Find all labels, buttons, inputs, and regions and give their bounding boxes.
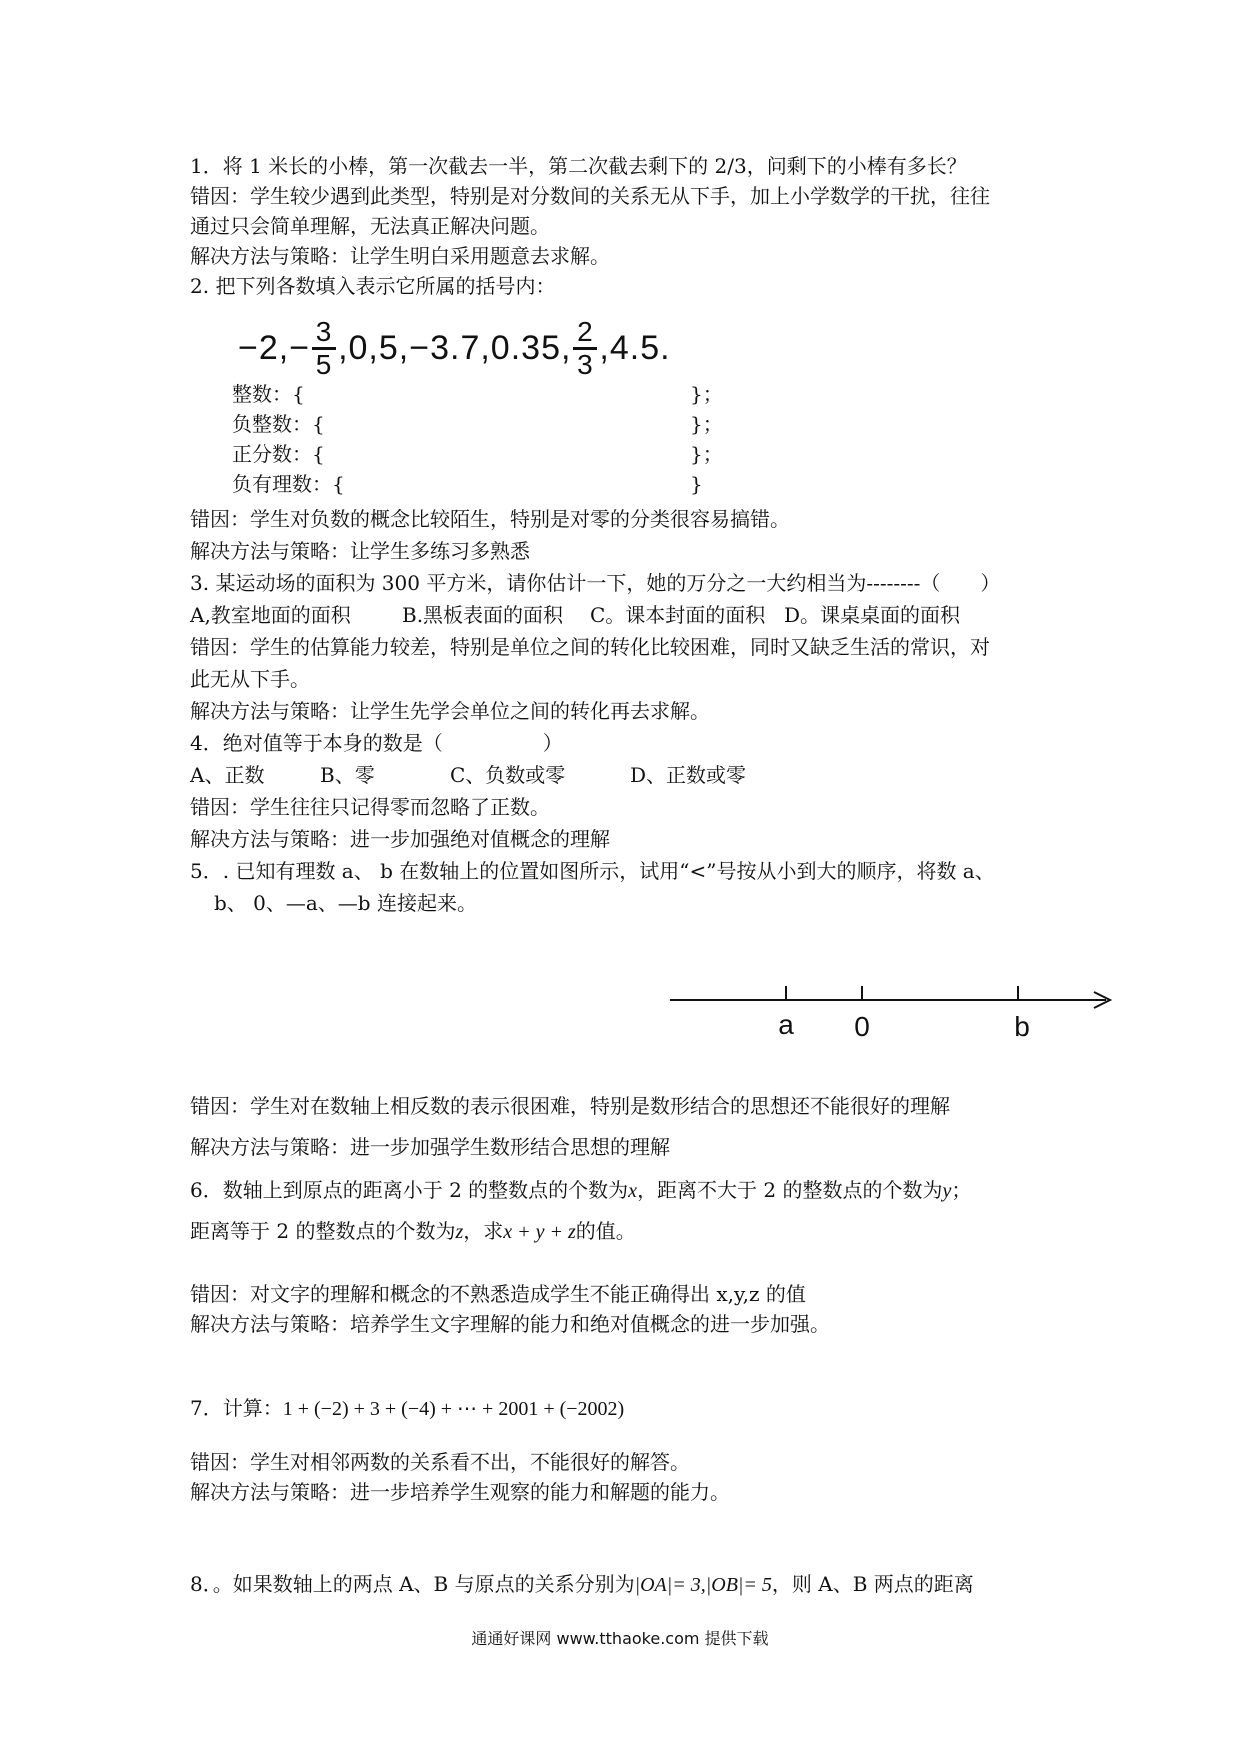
q5-strategy: 解决方法与策略：进一步加强学生数形结合思想的理解 — [190, 1135, 670, 1159]
q8-line — [190, 1570, 1070, 1599]
q3-strategy: 解决方法与策略：让学生先学会单位之间的转化再去求解。 — [190, 699, 710, 723]
q4-option-b: B、零 — [320, 763, 375, 787]
q2-number-part1: −2, — [238, 328, 290, 367]
q1-reason-line1: 错因：学生较少遇到此类型，特别是对分数间的关系无从下手，加上小学数学的干扰，往往 — [190, 184, 990, 208]
q6-text: ； — [951, 1178, 972, 1202]
q2-minus-sign: − — [289, 328, 311, 367]
fraction-denominator: 3 — [577, 348, 594, 380]
q7-label: 7．计算： — [190, 1396, 283, 1420]
var-z: z — [455, 1221, 464, 1243]
q8-text: 8．。如果数轴上的两点 A、B 与原点的关系分别为 — [190, 1572, 635, 1596]
q3-question: 3. 某运动场的面积为 300 平方米，请你估计一下，她的万分之一大约相当为--------（ ） — [190, 571, 1001, 595]
label-zero: 0 — [854, 1011, 870, 1042]
q1-reason-line2: 通过只会简单理解，无法真正解决问题。 — [190, 214, 550, 238]
q6-text: 的值。 — [575, 1219, 636, 1243]
label-b: b — [1014, 1011, 1030, 1042]
q2-reason: 错因：学生对负数的概念比较陌生，特别是对零的分类很容易搞错。 — [190, 507, 790, 531]
q6-reason: 错因：对文字的理解和概念的不熟悉造成学生不能正确得出 x,y,z 的值 — [190, 1282, 806, 1306]
q3-option-a: A,教室地面的面积 — [190, 603, 351, 627]
q6-line2 — [190, 1217, 1070, 1246]
q4-option-a: A、正数 — [190, 763, 265, 787]
set-negative-rationals-close: } — [690, 472, 703, 496]
page-footer: 通通好课网 www.tthaoke.com 提供下载 — [471, 1629, 769, 1648]
q6-text: 6．数轴上到原点的距离小于 2 的整数点的个数为 — [190, 1178, 629, 1202]
q6-text: 距离等于 2 的整数点的个数为 — [190, 1219, 456, 1243]
q7-reason: 错因：学生对相邻两数的关系看不出，不能很好的解答。 — [190, 1450, 690, 1474]
q5-reason: 错因：学生对在数轴上相反数的表示很困难，特别是数形结合的思想还不能很好的理解 — [190, 1094, 950, 1118]
set-integers-label: 整数：{ — [232, 382, 305, 406]
q5-question-line2: b、 0、—a、—b 连接起来。 — [214, 891, 477, 915]
q3-option-c: C。课本封面的面积 — [590, 603, 766, 627]
q6-strategy: 解决方法与策略：培养学生文字理解的能力和绝对值概念的进一步加强。 — [190, 1312, 830, 1336]
q6-text: ，求 — [463, 1219, 504, 1243]
q2-question: 2. 把下列各数填入表示它所属的括号内： — [190, 274, 556, 298]
label-a: a — [778, 1009, 794, 1040]
q2-strategy: 解决方法与策略：让学生多练习多熟悉 — [190, 539, 530, 563]
q3-option-d: D。课桌桌面的面积 — [784, 603, 961, 627]
fraction-numerator: 2 — [577, 315, 594, 347]
q5-question-line1: 5．. 已知有理数 a、 b 在数轴上的位置如图所示，试用“<”号按从小到大的顺序，将数 a、 — [190, 859, 995, 883]
q4-option-c: C、负数或零 — [450, 763, 566, 787]
q4-strategy: 解决方法与策略：进一步加强绝对值概念的理解 — [190, 827, 610, 851]
q4-reason: 错因：学生往往只记得零而忽略了正数。 — [190, 795, 550, 819]
q4-question: 4．绝对值等于本身的数是（ ） — [190, 731, 563, 755]
set-integers-close: }； — [690, 382, 723, 406]
sum-expression: x + y + z — [503, 1221, 576, 1243]
q3-reason-line2: 此无从下手。 — [190, 667, 310, 691]
q3-reason-line1: 错因：学生的估算能力较差，特别是单位之间的转化比较困难，同时又缺乏生活的常识，对 — [190, 635, 990, 659]
set-positive-fractions-close: }； — [690, 442, 723, 466]
q1-question: 1．将 1 米长的小棒，第一次截去一半，第二次截去剩下的 2/3，问剩下的小棒有多长？ — [190, 154, 967, 178]
set-positive-fractions-label: 正分数：{ — [232, 442, 325, 466]
var-y: y — [942, 1180, 952, 1202]
q8-text: ，则 A、B 两点的距离 — [771, 1572, 974, 1596]
q7-strategy: 解决方法与策略：进一步培养学生观察的能力和解题的能力。 — [190, 1480, 730, 1504]
q4-option-d: D、正数或零 — [630, 763, 747, 787]
set-negative-integers-close: }； — [690, 412, 723, 436]
q3-option-b: B.黑板表面的面积 — [402, 603, 564, 627]
set-negative-integers-label: 负整数：{ — [232, 412, 325, 436]
fraction-numerator: 3 — [315, 315, 333, 347]
q8-expression: |OA|= 3,|OB|= 5 — [634, 1574, 772, 1596]
q1-strategy: 解决方法与策略：让学生明白采用题意去求解。 — [190, 244, 610, 268]
q7-line — [190, 1394, 1070, 1423]
q6-text: ，距离不大于 2 的整数点的个数为 — [637, 1178, 943, 1202]
q2-number-part3: ,0,5,−3.7,0.35, — [338, 328, 572, 367]
q7-expression: 1 + (−2) + 3 + (−4) + ⋯ + 2001 + (−2002) — [282, 1398, 625, 1420]
q2-number-part5: ,4.5. — [599, 328, 671, 367]
set-negative-rationals-label: 负有理数：{ — [232, 472, 345, 496]
var-x: x — [628, 1180, 638, 1202]
fraction-denominator: 5 — [315, 348, 333, 380]
q6-line1 — [190, 1176, 1070, 1205]
